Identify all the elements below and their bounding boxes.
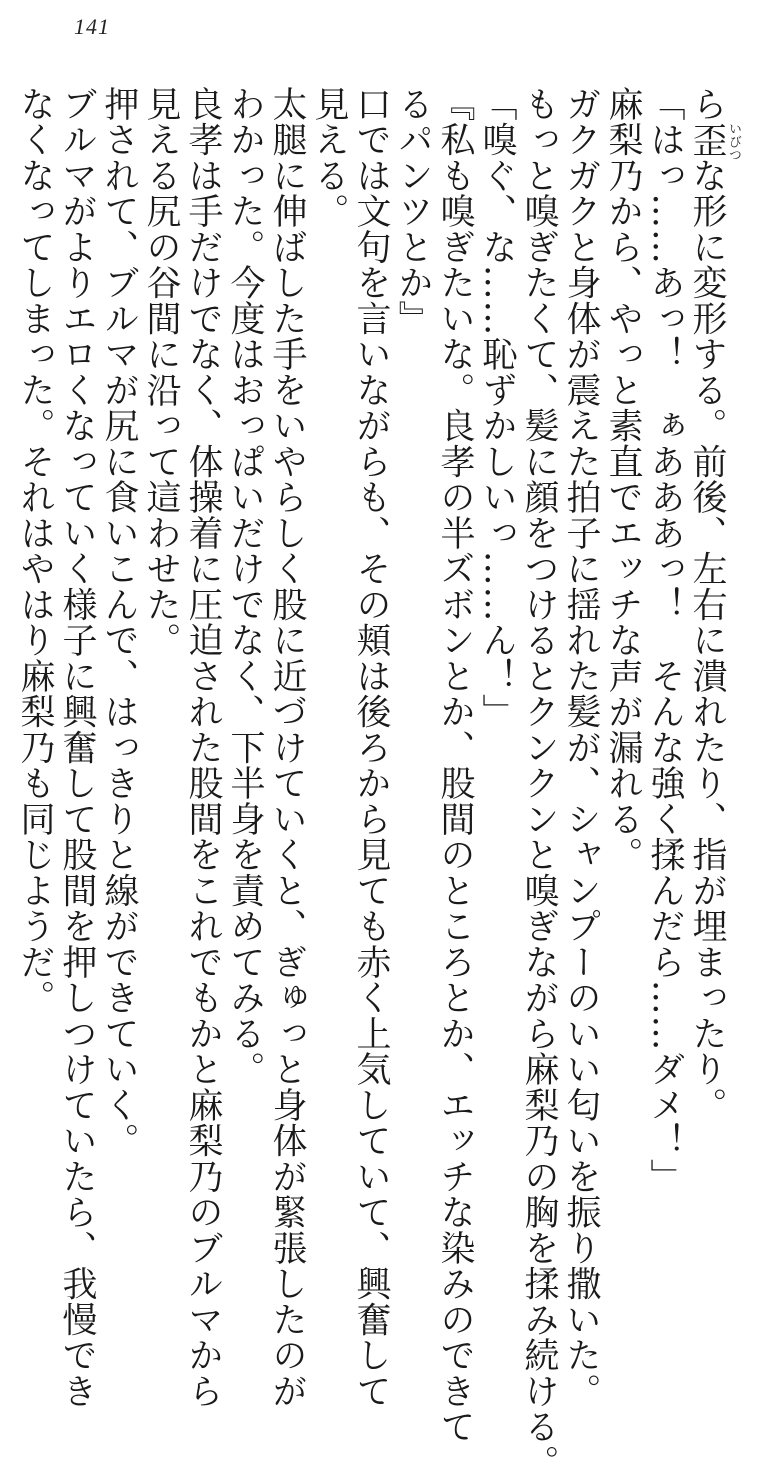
furigana: いびつ xyxy=(726,121,741,161)
page-number: 141 xyxy=(74,14,110,39)
text-line-13: 良孝は手だけでなく、体操着に圧迫された股間をこれでもかと麻梨乃のブルマから xyxy=(183,86,223,1409)
text-line-17: なくなってしまった。それはやはり麻梨乃も同じようだ。 xyxy=(15,86,55,1016)
text-line-9: 口では文句を言いながらも、その頬は後ろから見ても赤く上気していて、興奮して xyxy=(351,86,391,1409)
text-line-4: ガクガクと身体が震えた拍子に揺れた髪が、シャンプーのいい匂いを振り撒いた。 xyxy=(561,86,601,1409)
text-line-2: 「はっ……あっ！ ぁあああっ！ そんな強く揉んだら……ダメ！」 xyxy=(645,86,685,1195)
text-line-8: るパンツとか』 xyxy=(393,86,433,337)
ruby-word: 歪 いびつ xyxy=(687,121,741,161)
text-line-3: 麻梨乃から、やっと素直でエッチな声が漏れる。 xyxy=(603,86,643,873)
text-line-7: 『私も嗅ぎたいな。良孝の半ズボンとか、股間のところとか、エッチな染みのできて xyxy=(435,86,475,1445)
text-line-5: もっと嗅ぎたくて、髪に顔をつけるとクンクンと嗅ぎながら麻梨乃の胸を揉み続ける。 xyxy=(519,86,559,1480)
body-text xyxy=(15,86,741,1480)
text-line-6: 「嗅ぐ、な……恥ずかしいっ……ん！」 xyxy=(477,86,517,730)
text-line-12: わかった。今度はおっぱいだけでなく、下半身を責めてみる。 xyxy=(225,86,265,1087)
text-line-15: 押されて、ブルマが尻に食いこんで、はっきりと線ができていく。 xyxy=(99,86,139,1159)
text-line-11: 太腿に伸ばした手をいやらしく股に近づけていくと、ぎゅっと身体が緊張したのが xyxy=(267,86,307,1409)
text-line-16: ブルマがよりエロくなっていく様子に興奮して股間を押しつけていたら、我慢でき xyxy=(57,86,97,1409)
text-line-1: ら歪 いびつ な形に変形する。前後、左右に潰れたり、指が埋まったり。 xyxy=(687,86,741,1123)
text-line-14: 見える尻の谷間に沿って這わせた。 xyxy=(141,86,181,658)
text-line-10: 見える。 xyxy=(309,86,349,229)
